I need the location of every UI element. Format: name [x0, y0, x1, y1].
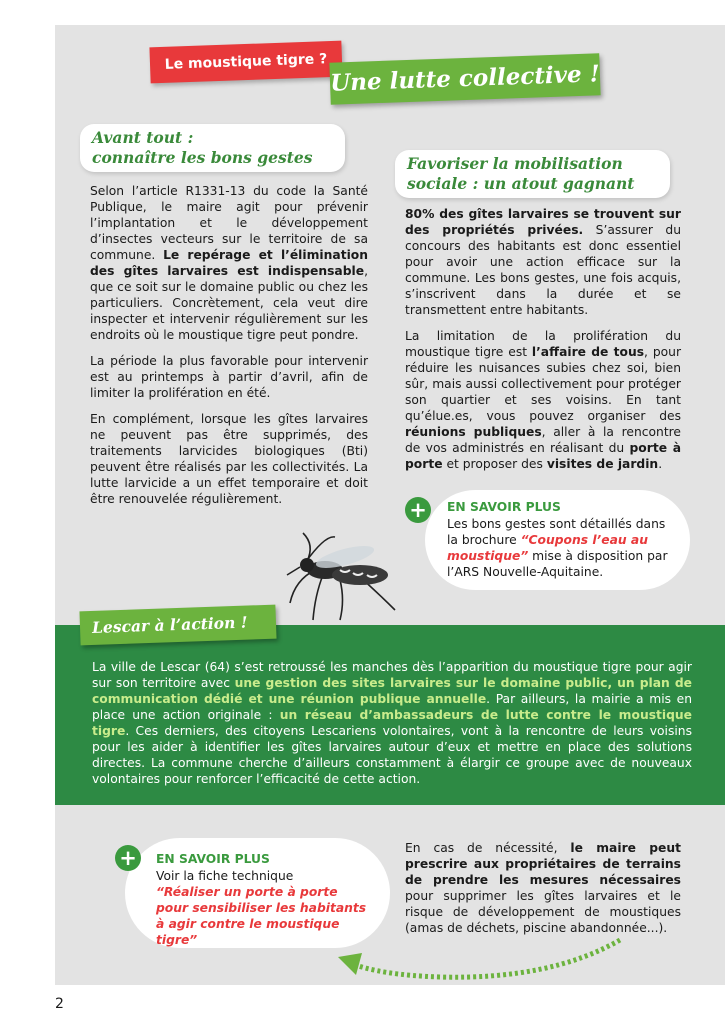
- text: mise à disposition par l’ARS Nouvelle-Aquitaine.: [447, 549, 668, 579]
- right-column: [405, 206, 681, 482]
- highlight-text: une gestion des sites larvaires sur le domaine public, un plan de communication dédié et une réunion publique annuelle: [92, 676, 692, 706]
- text: La ville de Lescar (64) s’est retroussé les manches dès l’apparition du moustique tigre pour agir sur son territoire avec: [92, 660, 692, 690]
- right-paragraph-2: [405, 328, 681, 472]
- text: , pour réduire les nuisances subies chez soi, bien sûr, mais aussi collectivement pour protéger son quartier et ses voisins. En tant qu’élue.es, vous pouvez organiser des: [405, 345, 681, 423]
- highlight-text: un réseau d’ambassadeurs de lutte contre le moustique tigre: [92, 708, 693, 738]
- text: Selon l’article R1331-13 du code la Santé Publique, le maire agit pour prévenir l’implantation et le développement d’insectes vecteurs sur le territoire de sa commune.: [90, 184, 368, 262]
- curved-arrow-icon: [330, 935, 630, 995]
- left-column: [90, 183, 368, 517]
- right-heading-line1: Favoriser la mobilisation: [407, 154, 623, 173]
- fiche-title: “Réaliser un porte à porte pour sensibiliser les habitants à agir contre le moustique tigre”: [156, 885, 367, 947]
- text: .: [658, 457, 663, 471]
- bold-text: réunions publiques: [405, 425, 542, 439]
- left-paragraph-1: [90, 183, 368, 343]
- bold-text: porte à porte: [405, 441, 681, 471]
- plus-icon: +: [115, 845, 141, 871]
- lescar-text: [92, 659, 692, 787]
- page-title: Une lutte collective !: [329, 53, 600, 104]
- plus-icon: +: [405, 497, 431, 523]
- text: S’assurer du concours des habitants est donc essentiel pour avoir une action efficace sur la commune. Les bons gestes, une fois acquis, s’inscrivent dans la durée et se transmettent entre habitants.: [405, 223, 681, 317]
- header-tag: Le moustique tigre ?: [149, 41, 342, 84]
- text: et proposer des: [442, 457, 547, 471]
- bold-text: Le repérage et l’élimination des gîtes larvaires est indispensable: [90, 248, 368, 278]
- bold-text: l’affaire de tous: [531, 345, 645, 359]
- bold-text: visites de jardin: [546, 457, 659, 471]
- bold-text: 80% des gîtes larvaires se trouvent sur des propriétés privées.: [405, 207, 681, 237]
- text: . Ces derniers, des citoyens Lescariens volontaires, vont à la rencontre de leurs voisins pour les aider à identifier les gîtes larvaires autour d’eux et mettre en place des solutions directes. La commune cherche d’ailleurs constamment à élargir ce groupe avec de nouveaux volontaires pour renforcer l’efficacité de cette action.: [92, 724, 692, 786]
- left-heading: [80, 124, 345, 172]
- info-title-1: EN SAVOIR PLUS: [447, 500, 561, 514]
- text: . Par ailleurs, la mairie a mis en place une action originale :: [92, 692, 692, 722]
- text: En cas de nécessité,: [405, 841, 571, 855]
- bottom-right-text: [405, 840, 681, 936]
- brochure-title: “Coupons l’eau au moustique”: [447, 533, 648, 563]
- text: Les bons gestes sont détaillés dans la brochure: [447, 517, 666, 547]
- left-heading-line2: connaître les bons gestes: [92, 148, 313, 167]
- right-heading-line2: sociale : un atout gagnant: [407, 174, 635, 193]
- bold-text: le maire peut prescrire aux propriétaires de terrains de prendre les mesures nécessaires: [405, 841, 682, 887]
- mosquito-illustration: [285, 525, 410, 625]
- info-title-2: EN SAVOIR PLUS: [156, 852, 270, 866]
- info-body-1: [447, 516, 672, 580]
- right-paragraph-1: [405, 206, 681, 318]
- right-heading: [395, 150, 670, 198]
- text: , que ce soit sur le domaine public ou chez les particuliers. Concrètement, cela veut dire inspecter et intervenir régulièrement sur les endroits où le moustique tigre peut pondre.: [90, 264, 368, 342]
- page-number: 2: [55, 996, 64, 1012]
- text: , aller à la rencontre de vos administrés en réalisant du: [405, 425, 682, 455]
- left-paragraph-3: En complément, lorsque les gîtes larvaires ne peuvent pas être supprimés, des traitements larvicides biologiques (Bti) peuvent être réalisés par les collectivités. La lutte larvicide a un effet temporaire et doit être renouvelée régulièrement.: [90, 412, 368, 506]
- text: Voir la fiche technique: [156, 869, 294, 883]
- left-paragraph-2: La période la plus favorable pour intervenir est au printemps à partir d’avril, afin de limiter la prolifération en été.: [90, 354, 368, 400]
- left-heading-line1: Avant tout :: [92, 128, 194, 147]
- text: pour supprimer les gîtes larvaires et le risque de développement de moustiques (amas de déchets, piscine abandonnée...).: [405, 889, 681, 935]
- text: La limitation de la prolifération du moustique tigre est: [405, 329, 681, 359]
- lescar-tag: Lescar à l’action !: [79, 605, 276, 646]
